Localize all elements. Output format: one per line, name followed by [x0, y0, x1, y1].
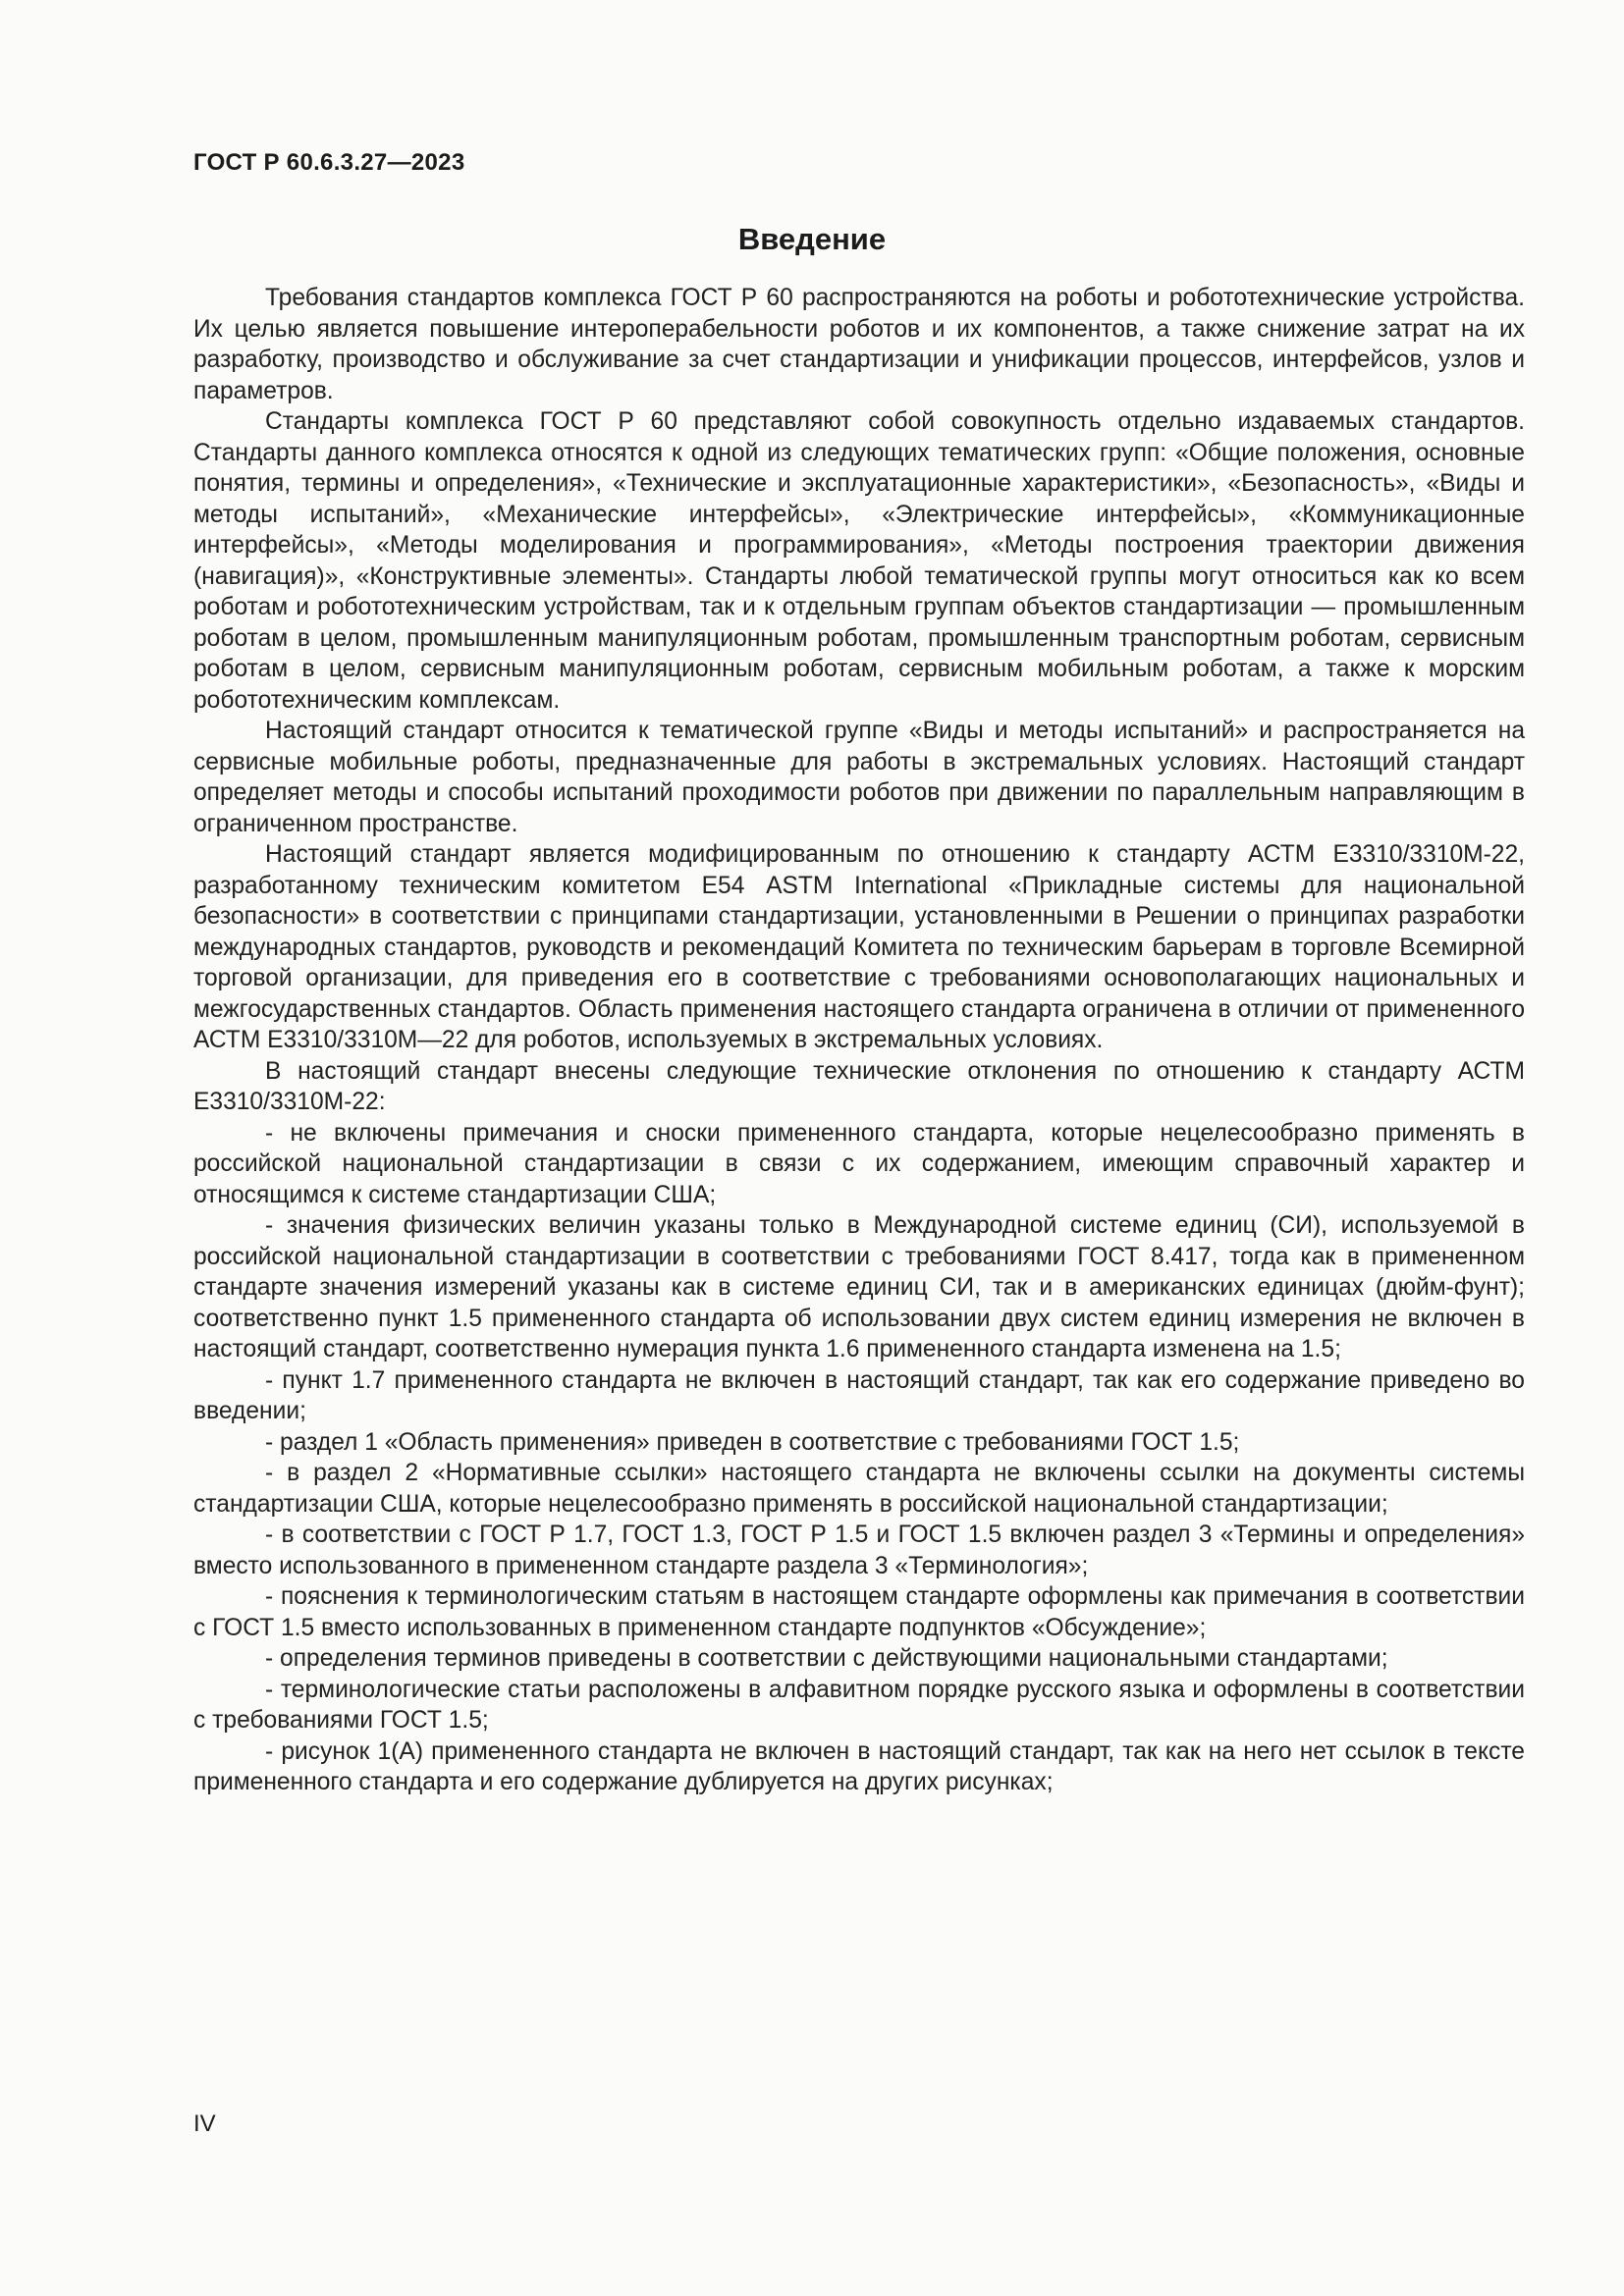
document-code: ГОСТ Р 60.6.3.27—2023 [193, 149, 465, 176]
list-item: - пояснения к терминологическим статьям в настоящем стандарте оформлены как примечания в соответствии с ГОСТ 1.5 вместо использованных в примененном стандарте подпунктов «Обсуждение»; [193, 1583, 1525, 1641]
paragraph: Стандарты комплекса ГОСТ Р 60 представляют собой совокупность отдельно издаваемых стандартов. Стандарты данного комплекса относятся к одной из следующих тематических групп: «Общие положения, основные понятия, термины и определения», «Технические и эксплуатационные характеристики», «Безопасность», «Виды и методы испытаний», «Механические интерфейсы», «Электрические интерфейсы», «Коммуникационные интерфейсы», «Методы моделирования и программирования», «Методы построения траектории движения (навигация)», «Конструктивные элементы». Стандарты любой тематической группы могут относиться как ко всем роботам и робототехническим устройствам, так и к отдельным группам объектов стандартизации — промышленным роботам в целом, промышленным манипуляционным роботам, промышленным транспортным роботам, сервисным роботам в целом, сервисным манипуляционным роботам, сервисным мобильным роботам, а также к морским робототехническим комплексам. [193, 408, 1525, 714]
list-item: - терминологические статьи расположены в алфавитном порядке русского языка и оформлены в соответствии с требованиями ГОСТ 1.5; [193, 1676, 1525, 1734]
list-item: - раздел 1 «Область применения» приведен в соответствие с требованиями ГОСТ 1.5; [265, 1428, 1240, 1456]
list-item: - пункт 1.7 примененного стандарта не включен в настоящий стандарт, так как его содержание приведено во введении; [193, 1366, 1525, 1424]
body-text [193, 283, 1525, 1798]
list-item: - определения терминов приведены в соответствии с действующими национальными стандартами; [265, 1645, 1388, 1672]
paragraph: Настоящий стандарт относится к тематической группе «Виды и методы испытаний» и распространяется на сервисные мобильные роботы, предназначенные для работы в экстремальных условиях. Настоящий стандарт определяет методы и способы испытаний проходимости роботов при движении по параллельным направляющим в ограниченном пространстве. [193, 718, 1525, 837]
paragraph: В настоящий стандарт внесены следующие технические отклонения по отношению к стандарту АСТМ Е3310/3310М-22: [193, 1057, 1525, 1115]
list-item: - в раздел 2 «Нормативные ссылки» настоящего стандарта не включены ссылки на документы системы стандартизации США, которые нецелесообразно применять в российской национальной стандартизации; [193, 1460, 1525, 1518]
section-title: Введение [737, 222, 887, 256]
list-item: - значения физических величин указаны только в Международной системе единиц (СИ), используемой в российской национальной стандартизации в соответствии с требованиями ГОСТ 8.417, тогда как в примененном стандарте значения измерений указаны как в системе единиц СИ, так и в американских единицах (дюйм-фунт); соответственно пункт 1.5 примененного стандарта об использовании двух систем единиц измерения не включен в настоящий стандарт, соответственно нумерация пункта 1.6 примененного стандарта изменена на 1.5; [193, 1212, 1525, 1362]
list-item: - рисунок 1(А) примененного стандарта не включен в настоящий стандарт, так как на него нет ссылок в тексте примененного стандарта и его содержание дублируется на других рисунках; [193, 1737, 1525, 1795]
paragraph: Настоящий стандарт является модифицированным по отношению к стандарту АСТМ Е3310/3310М-22, разработанному техническим комитетом Е54 ASTM International «Прикладные системы для национальной безопасности» в соответствии с принципами стандартизации, установленными в Решении о принципах разработки международных стандартов, руководств и рекомендаций Комитета по техническим барьерам в торговле Всемирной торговой организации, для приведения его в соответствие с требованиями основополагающих национальных и межгосударственных стандартов. Область применения настоящего стандарта ограничена в отличии от примененного АСТМ Е3310/3310М—22 для роботов, используемых в экстремальных условиях. [193, 841, 1525, 1053]
list-item: - в соответствии с ГОСТ Р 1.7, ГОСТ 1.3, ГОСТ Р 1.5 и ГОСТ 1.5 включен раздел 3 «Термины и определения» вместо использованного в примененном стандарте раздела 3 «Терминология»; [193, 1522, 1525, 1579]
page-number: IV [193, 2110, 216, 2137]
paragraph: Требования стандартов комплекса ГОСТ Р 60 распространяются на роботы и робототехнические устройства. Их целью является повышение интероперабельности роботов и их компонентов, а также снижение затрат на их разработку, производство и обслуживание за счет стандартизации и унификации процессов, интерфейсов, узлов и параметров. [193, 285, 1525, 404]
list-item: - не включены примечания и сноски примененного стандарта, которые нецелесообразно применять в российской национальной стандартизации в связи с их содержанием, имеющим справочный характер и относящимся к системе стандартизации США; [193, 1119, 1525, 1208]
